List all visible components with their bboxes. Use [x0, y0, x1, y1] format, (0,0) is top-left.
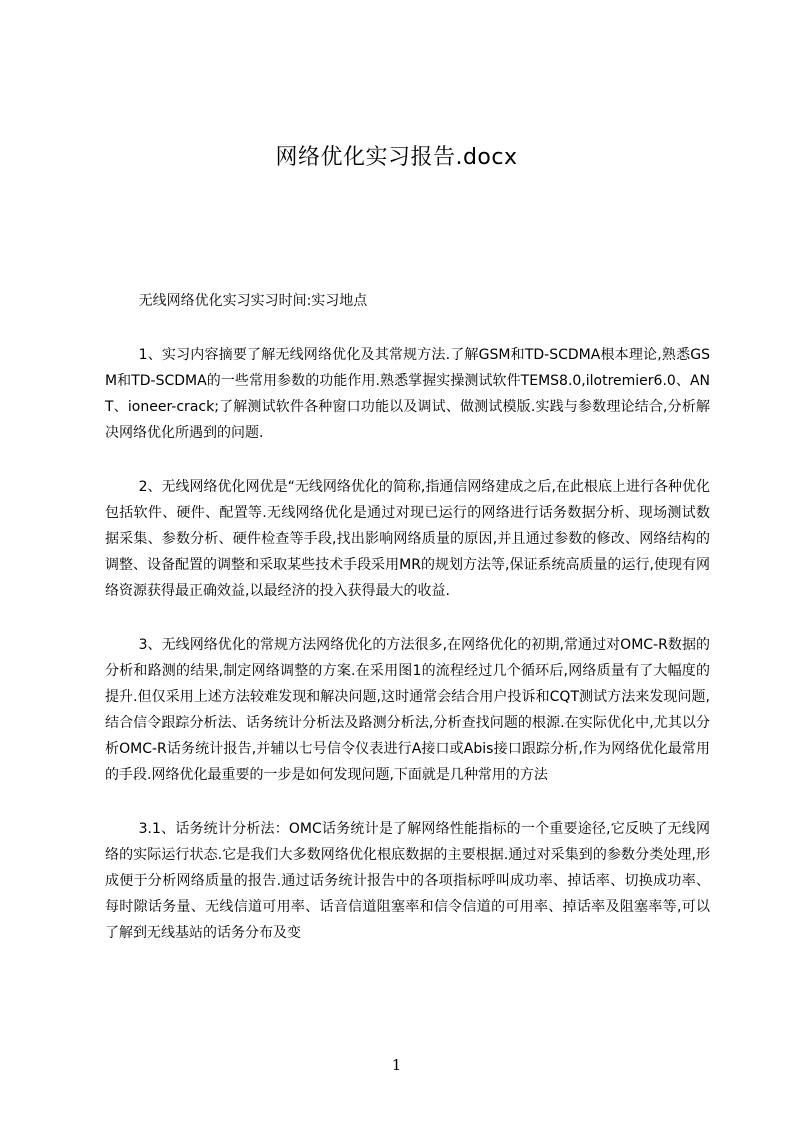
paragraph-section-2: 2、无线网络优化网优是“无线网络优化的简称,指通信网络建成之后,在此根底上进行各种优化包括软件、硬件、配置等.无线网络优化是通过对现已运行的网络进行话务数据分析、现场测试数据采集、参数分析、硬件检查等手段,找出影响网络质量的原因,并且通过参数的修改、网络结构的调整、设备配置的调整和采取某些技术手段采用MR的规划方法等,保证系统高质量的运行,使现有网络资源获得最正确效益,以最经济的投入获得最大的收益.: [105, 479, 710, 599]
paragraph-heading-line: 无线网络优化实习实习时间:实习地点: [138, 293, 368, 309]
paragraph-section-3-1: 3.1、话务统计分析法：OMC话务统计是了解网络性能指标的一个重要途径,它反映了无线网络的实际运行状态.它是我们大多数网络优化根底数据的主要根据.通过对采集到的参数分类处理,形成便于分析网络质量的报告.通过话务统计报告中的各项指标呼叫成功率、掉话率、切换成功率、每时隙话务量、无线信道可用率、话音信道阻塞率和信令信道的可用率、掉话率及阻塞率等,可以了解到无线基站的话务分布及变: [105, 821, 710, 941]
document-body: [105, 288, 710, 974]
paragraph-section-1: 1、实习内容摘要了解无线网络优化及其常规方法.了解GSM和TD-SCDMA根本理论,熟悉GSM和TD-SCDMA的一些常用参数的功能作用.熟悉掌握实操测试软件TEMS8.0,ilotremier6.0、ANT、ioneer-crack;了解测试软件各种窗口功能以及调试、做测试模版.实践与参数理论结合,分析解决网络优化所遇到的问题.: [105, 347, 710, 441]
page-number: 1: [391, 1056, 402, 1074]
document-title: 网络优化实习报告.docx: [275, 145, 518, 170]
paragraph-section-3: 3、无线网络优化的常规方法网络优化的方法很多,在网络优化的初期,常通过对OMC-R数据的分析和路测的结果,制定网络调整的方案.在采用图1的流程经过几个循环后,网络质量有了大幅度的提升.但仅采用上述方法较难发现和解决问题,这时通常会结合用户投诉和CQT测试方法来发现问题,结合信令跟踪分析法、话务统计分析法及路测分析法,分析查找问题的根源.在实际优化中,尤其以分析OMC-R话务统计报告,并辅以七号信令仪表进行A接口或Abis接口跟踪分析,作为网络优化最常用的手段.网络优化最重要的一步是如何发现问题,下面就是几种常用的方法: [105, 637, 710, 783]
